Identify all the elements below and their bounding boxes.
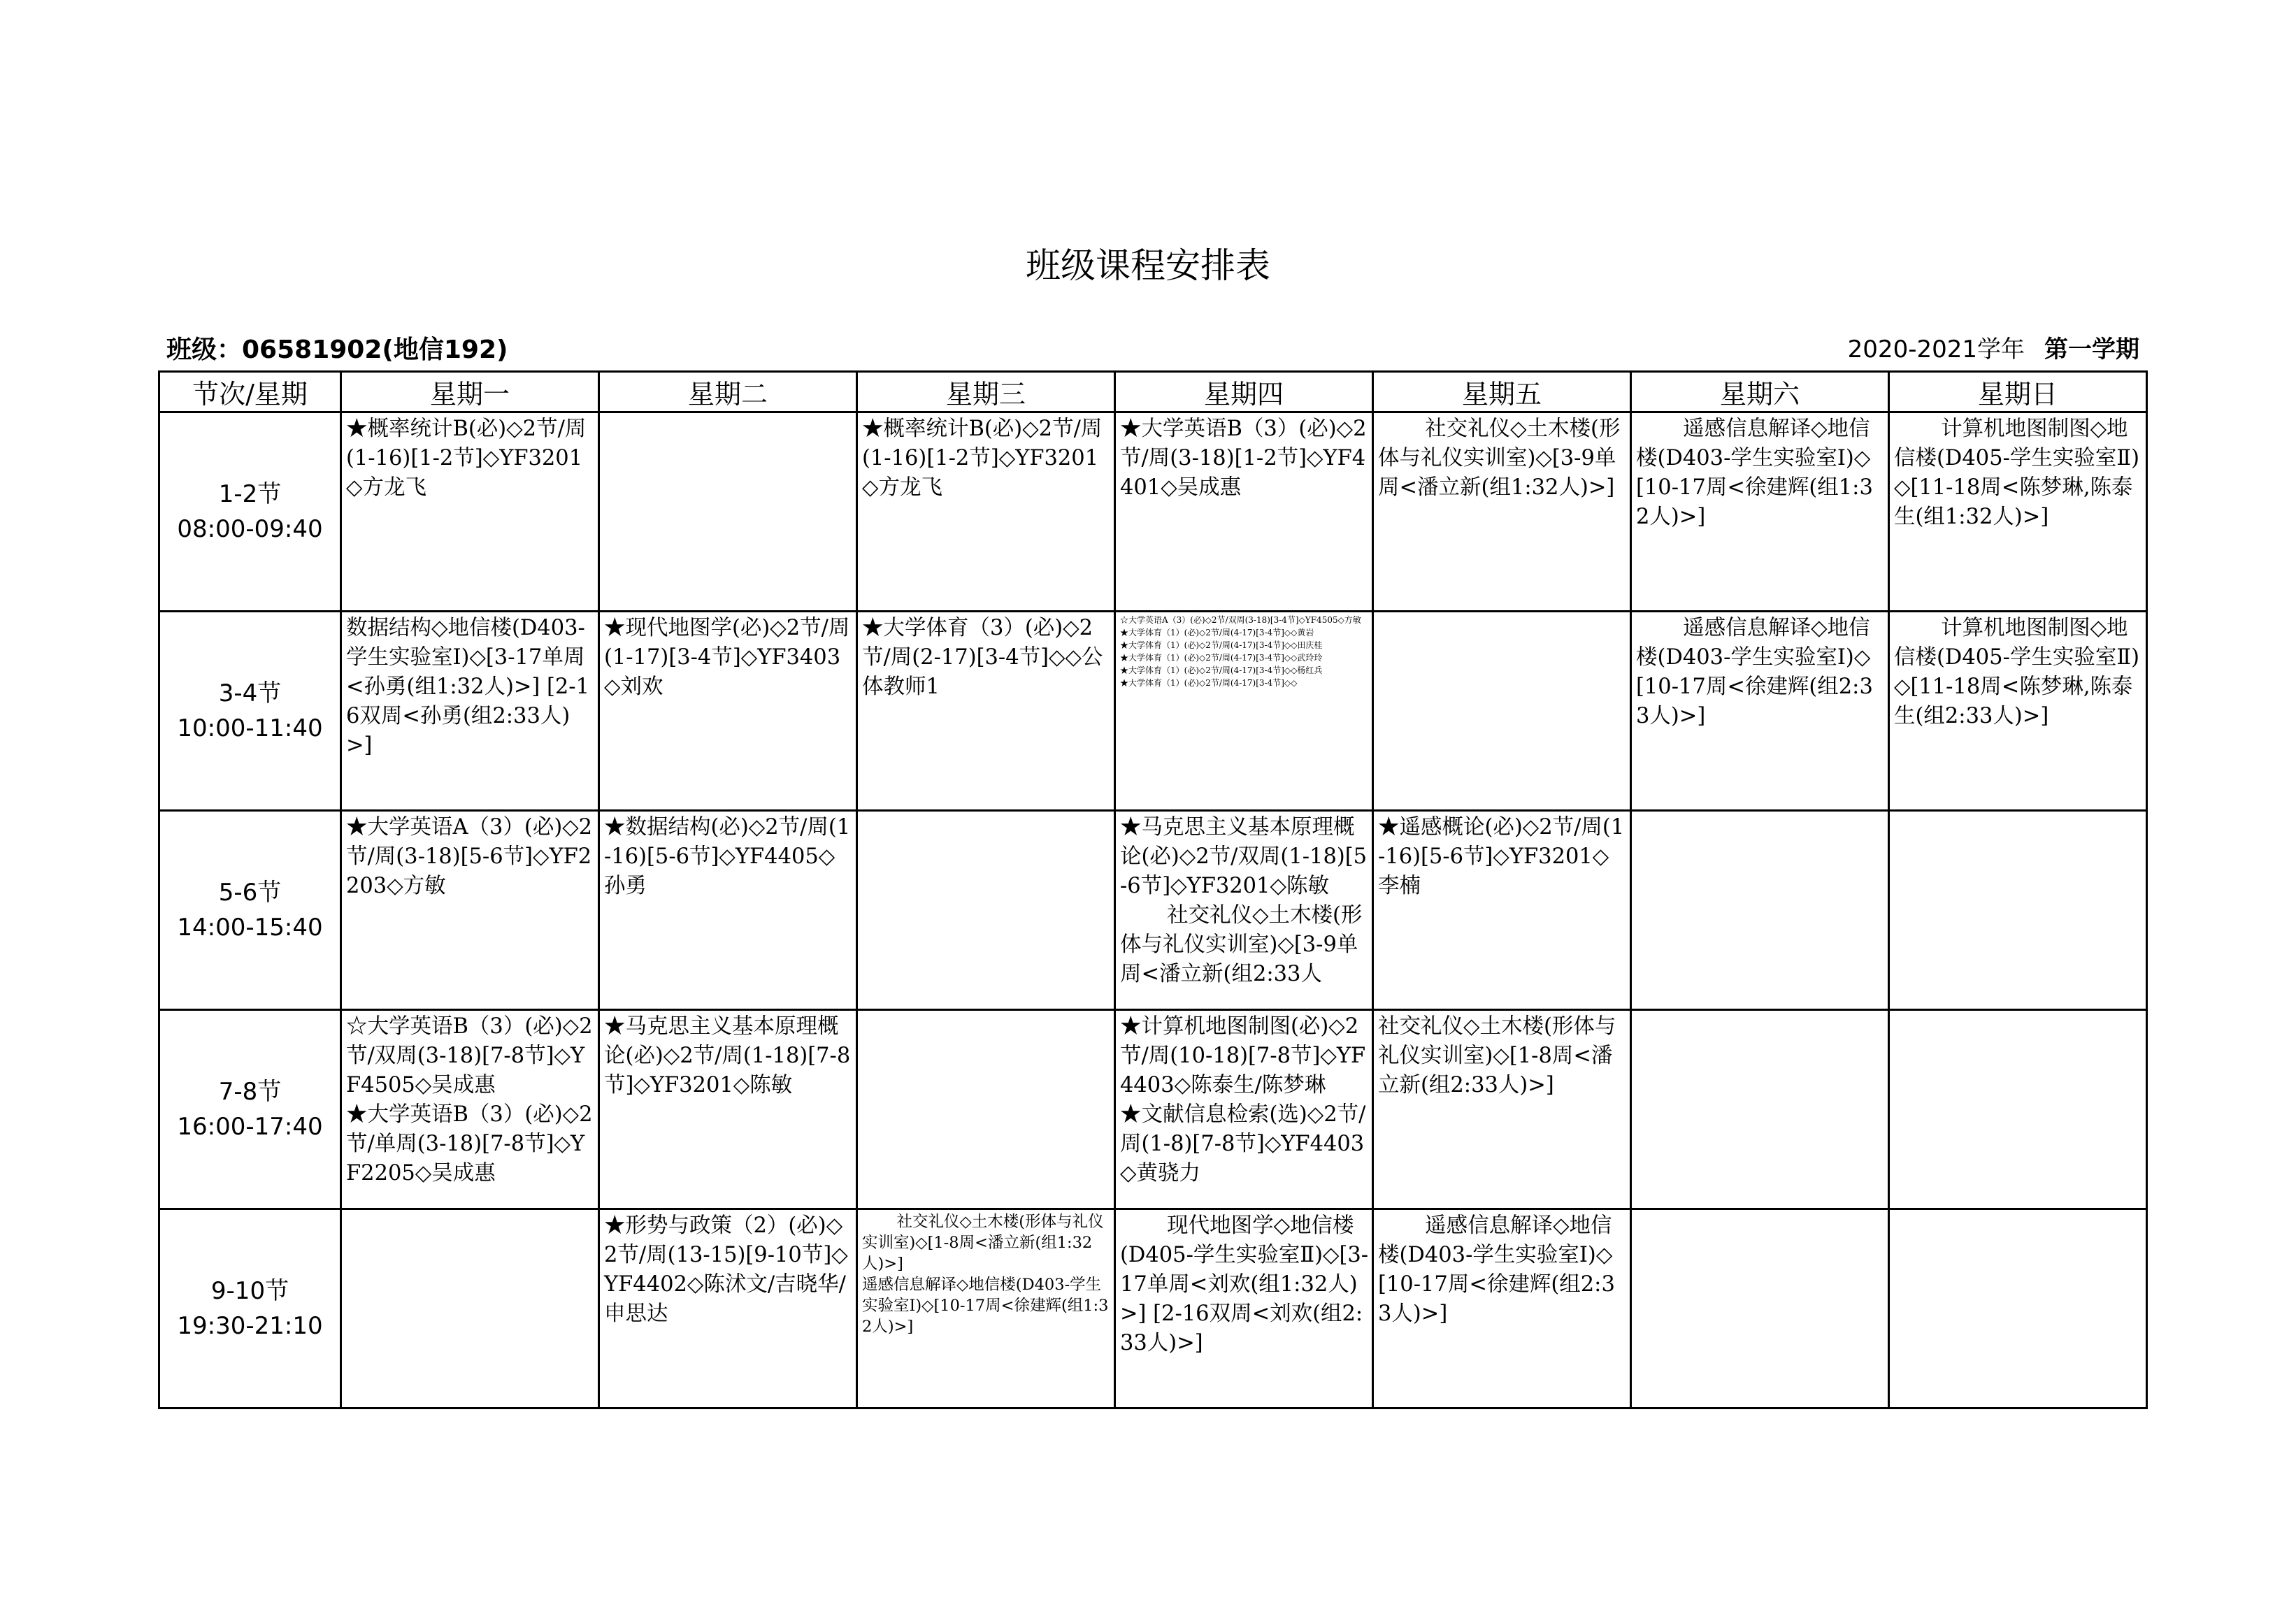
page-title: 班级课程安排表 — [1026, 245, 1270, 286]
course-cell — [599, 1209, 857, 1408]
course-entry: 计算机地图制图◇地信楼(D405-学生实验室Ⅱ)◇[11-18周<陈梦琳,陈泰生(组1:32人)>] — [1894, 417, 2140, 529]
schedule-table — [158, 370, 2148, 1409]
cell-content — [858, 812, 1114, 813]
period-name: 3-4节 — [218, 679, 282, 707]
cell-content — [1890, 1210, 2146, 1211]
period-name: 9-10节 — [210, 1277, 289, 1305]
course-entry: 遥感信息解译◇地信楼(D403-学生实验室Ⅰ)◇[10-17周<徐建辉(组1:32人)>] — [1636, 417, 1873, 529]
course-cell — [857, 412, 1115, 612]
cell-content — [858, 413, 1114, 503]
course-cell — [1631, 1010, 1889, 1209]
period-time: 16:00-17:40 — [177, 1113, 323, 1141]
period-cell — [159, 412, 341, 612]
cell-content — [1116, 812, 1372, 989]
course-cell — [341, 412, 599, 612]
course-cell — [1373, 1010, 1631, 1209]
cell-content — [600, 1210, 856, 1329]
course-cell — [1889, 1209, 2147, 1408]
cell-content — [1632, 612, 1888, 731]
period-cell — [159, 811, 341, 1010]
schedule-row — [159, 1209, 2147, 1408]
period-cell — [159, 1010, 341, 1209]
course-entry: ★遥感概论(必)◇2节/周(1-16)[5-6节]◇YF3201◇李楠 — [1378, 815, 1625, 898]
cell-content — [1116, 1210, 1372, 1358]
course-cell — [341, 811, 599, 1010]
course-cell — [857, 1010, 1115, 1209]
course-entry: ★大学体育（1）(必)◇2节/周(4-17)[3-4节]◇◇杨红兵 — [1120, 665, 1323, 675]
cell-content — [600, 612, 856, 702]
course-entry: ★大学英语B（3）(必)◇2节/单周(3-18)[7-8节]◇YF2205◇吴成惠 — [346, 1102, 593, 1186]
cell-content — [342, 1011, 598, 1188]
course-entry: ★大学英语A（3）(必)◇2节/周(3-18)[5-6节]◇YF2203◇方敏 — [346, 815, 593, 898]
course-entry: ★大学体育（3）(必)◇2节/周(2-17)[3-4节]◇◇公体教师1 — [862, 616, 1103, 699]
course-cell — [599, 412, 857, 612]
cell-content — [1116, 612, 1372, 689]
course-entry: 遥感信息解译◇地信楼(D403-学生实验室Ⅰ)◇[10-17周<徐建辉(组2:33人)>] — [1378, 1213, 1615, 1326]
course-entry: 遥感信息解译◇地信楼(D403-学生实验室Ⅰ)◇[10-17周<徐建辉(组1:32人)>] — [862, 1276, 1109, 1336]
cell-content — [342, 1210, 598, 1211]
header-day: 星期四 — [1115, 372, 1373, 412]
schedule-row — [159, 811, 2147, 1010]
course-cell — [341, 1209, 599, 1408]
term-info — [1848, 330, 2139, 364]
cell-content — [1890, 413, 2146, 532]
course-entry: 社交礼仪◇土木楼(形体与礼仪实训室)◇[3-9单周<潘立新(组1:32人)>] — [1378, 417, 1621, 500]
course-entry: ★大学体育（1）(必)◇2节/周(4-17)[3-4节]◇◇ — [1120, 678, 1298, 688]
period-time: 19:30-21:10 — [177, 1312, 323, 1340]
course-cell — [1115, 811, 1373, 1010]
course-entry: 计算机地图制图◇地信楼(D405-学生实验室Ⅱ)◇[11-18周<陈梦琳,陈泰生(组2:33人)>] — [1894, 616, 2140, 728]
cell-content — [600, 812, 856, 901]
course-cell — [1889, 811, 2147, 1010]
period-time: 08:00-09:40 — [177, 515, 323, 543]
header-day: 星期一 — [341, 372, 599, 412]
cell-content — [1116, 413, 1372, 503]
course-cell — [1373, 612, 1631, 811]
course-cell — [857, 612, 1115, 811]
header-day: 星期二 — [599, 372, 857, 412]
course-entry: ★文献信息检索(选)◇2节/周(1-8)[7-8节]◇YF4403◇黄骁力 — [1120, 1102, 1366, 1186]
course-cell — [599, 811, 857, 1010]
cell-content — [600, 413, 856, 415]
cell-content — [1374, 1210, 1630, 1329]
cell-content — [1890, 812, 2146, 813]
class-label: 班级：06581902(地信192) — [166, 336, 508, 364]
course-entry: ★大学体育（1）(必)◇2节/周(4-17)[3-4节]◇◇武玲玲 — [1120, 653, 1323, 663]
course-entry: ★计算机地图制图(必)◇2节/周(10-18)[7-8节]◇YF4403◇陈泰生/陈梦琳 — [1120, 1014, 1366, 1097]
course-entry: ★马克思主义基本原理概论(必)◇2节/双周(1-18)[5-6节]◇YF3201◇陈敏 — [1120, 815, 1368, 898]
course-entry: 数据结构◇地信楼(D403-学生实验室Ⅰ)◇[3-17单周<孙勇(组1:32人)>] [2-16双周<孙勇(组2:33人)>] — [346, 616, 590, 758]
course-cell — [1631, 811, 1889, 1010]
cell-content — [600, 1011, 856, 1100]
course-cell — [1889, 612, 2147, 811]
period-name: 1-2节 — [218, 480, 282, 508]
schedule-row — [159, 1010, 2147, 1209]
cell-content — [1632, 812, 1888, 813]
cell-content — [1890, 1011, 2146, 1012]
course-entry: ★现代地图学(必)◇2节/周(1-17)[3-4节]◇YF3403◇刘欢 — [604, 616, 850, 699]
cell-content — [1890, 612, 2146, 731]
course-entry: ★大学体育（1）(必)◇2节/周(4-17)[3-4节]◇◇黄岩 — [1120, 628, 1314, 637]
course-cell — [1115, 1010, 1373, 1209]
course-cell — [1373, 1209, 1631, 1408]
cell-content — [1374, 413, 1630, 503]
course-entry: ☆大学英语B（3）(必)◇2节/双周(3-18)[7-8节]◇YF4505◇吴成惠 — [346, 1014, 593, 1097]
course-cell — [599, 612, 857, 811]
cell-content — [858, 612, 1114, 702]
header-day: 星期日 — [1889, 372, 2147, 412]
period-name: 5-6节 — [218, 879, 282, 907]
course-entry: 社交礼仪◇土木楼(形体与礼仪实训室)◇[1-8周<潘立新(组1:32人)>] — [862, 1213, 1104, 1273]
course-cell — [1889, 1010, 2147, 1209]
course-cell — [1115, 1209, 1373, 1408]
course-entry: 现代地图学◇地信楼(D405-学生实验室Ⅱ)◇[3-17单周<刘欢(组1:32人)>] [2-16双周<刘欢(组2:33人)>] — [1120, 1213, 1369, 1355]
course-entry: ★大学英语B（3）(必)◇2节/周(3-18)[1-2节]◇YF4401◇吴成惠 — [1120, 417, 1367, 500]
course-cell — [1631, 1209, 1889, 1408]
cell-content — [342, 413, 598, 503]
header-day: 星期六 — [1631, 372, 1889, 412]
course-cell — [857, 1209, 1115, 1408]
course-entry: 社交礼仪◇土木楼(形体与礼仪实训室)◇[3-9单周<潘立新(组2:33人 — [1120, 903, 1363, 986]
cell-content — [858, 1011, 1114, 1012]
course-entry: 遥感信息解译◇地信楼(D403-学生实验室Ⅰ)◇[10-17周<徐建辉(组2:33人)>] — [1636, 616, 1873, 728]
schedule-row — [159, 412, 2147, 612]
course-entry: ★数据结构(必)◇2节/周(1-16)[5-6节]◇YF4405◇孙勇 — [604, 815, 851, 898]
header-day: 星期五 — [1373, 372, 1631, 412]
cell-content — [342, 612, 598, 761]
course-cell — [341, 1010, 599, 1209]
cell-content — [342, 812, 598, 901]
cell-content — [1374, 612, 1630, 614]
cell-content — [858, 1210, 1114, 1337]
header-row — [159, 372, 2147, 412]
course-entry: ★概率统计B(必)◇2节/周(1-16)[1-2节]◇YF3201◇方龙飞 — [862, 417, 1103, 500]
cell-content — [1632, 1011, 1888, 1012]
header-day: 星期三 — [857, 372, 1115, 412]
course-cell — [1115, 612, 1373, 811]
course-cell — [341, 612, 599, 811]
semester: 第一学期 — [2044, 336, 2139, 363]
period-time: 10:00-11:40 — [177, 714, 323, 742]
course-cell — [1889, 412, 2147, 612]
course-cell — [857, 811, 1115, 1010]
course-entry: ☆大学英语A（3）(必)◇2节/双周(3-18)[3-4节]◇YF4505◇方敏 — [1120, 615, 1361, 625]
period-cell — [159, 1209, 341, 1408]
course-entry: ★马克思主义基本原理概论(必)◇2节/周(1-18)[7-8节]◇YF3201◇陈敏 — [604, 1014, 851, 1097]
cell-content — [1374, 1011, 1630, 1100]
course-entry: ★大学体育（1）(必)◇2节/周(4-17)[3-4节]◇◇田庆桂 — [1120, 640, 1323, 650]
cell-content — [1632, 413, 1888, 532]
cell-content — [1632, 1210, 1888, 1211]
course-cell — [599, 1010, 857, 1209]
period-cell — [159, 612, 341, 811]
period-time: 14:00-15:40 — [177, 914, 323, 942]
cell-content — [1116, 1011, 1372, 1188]
schedule-row — [159, 612, 2147, 811]
period-name: 7-8节 — [218, 1078, 282, 1106]
course-cell — [1115, 412, 1373, 612]
course-entry: 社交礼仪◇土木楼(形体与礼仪实训室)◇[1-8周<潘立新(组2:33人)>] — [1378, 1014, 1616, 1097]
course-cell — [1631, 412, 1889, 612]
course-cell — [1373, 412, 1631, 612]
header-period: 节次/星期 — [159, 372, 341, 412]
cell-content — [1374, 812, 1630, 901]
course-cell — [1631, 612, 1889, 811]
academic-year: 2020-2021学年 — [1847, 336, 2025, 363]
course-entry: ★概率统计B(必)◇2节/周(1-16)[1-2节]◇YF3201◇方龙飞 — [346, 417, 587, 500]
course-cell — [1373, 811, 1631, 1010]
course-entry: ★形势与政策（2）(必)◇2节/周(13-15)[9-10节]◇YF4402◇陈沭文/吉晓华/申思达 — [604, 1213, 848, 1326]
